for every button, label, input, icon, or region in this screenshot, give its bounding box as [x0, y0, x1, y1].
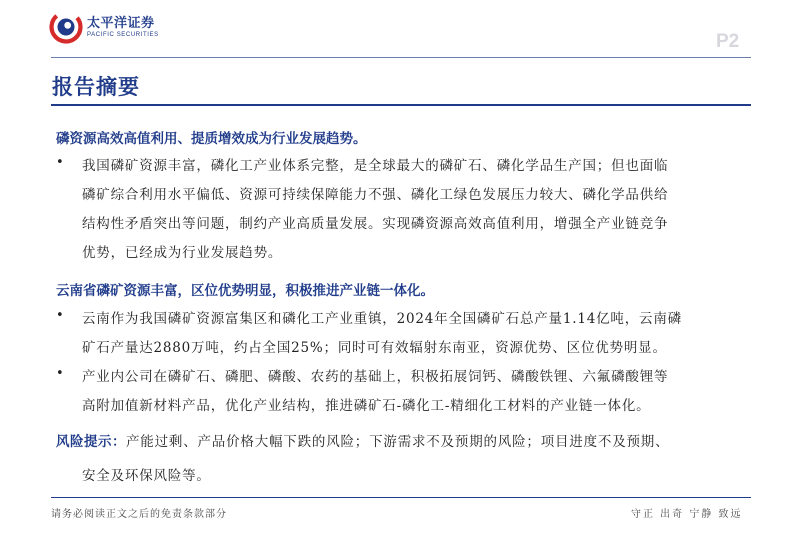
paragraph-line: 我国磷矿资源丰富，磷化工产业体系完整，是全球最大的磷矿石、磷化学品生产国；但也面临	[82, 158, 669, 174]
pacific-securities-logo-icon	[49, 10, 83, 44]
footer-motto: 守正 出奇 宁静 致远	[631, 509, 743, 520]
risk-text-continued: 安全及环保风险等。	[82, 468, 211, 484]
paragraph-line: 矿石产量达2880万吨，约占全国25%；同时可有效辐射东南亚，资源优势、区位优势明显。	[82, 340, 667, 356]
footer-disclaimer: 请务必阅读正文之后的免责条款部分	[51, 509, 227, 520]
paragraph-line: 云南作为我国磷矿资源富集区和磷化工产业重镇，2024年全国磷矿石总产量1.14亿吨，云南磷	[82, 311, 682, 327]
footer-divider	[51, 497, 751, 498]
bullet-marker: •	[56, 308, 64, 323]
company-logo	[49, 10, 159, 44]
bullet-marker: •	[56, 366, 64, 381]
paragraph-line: 产业内公司在磷矿石、磷肥、磷酸、农药的基础上，积极拓展饲钙、磷酸铁锂、六氟磷酸锂等	[82, 369, 669, 385]
bullet-marker: •	[56, 155, 64, 170]
section-heading: 云南省磷矿资源丰富，区位优势明显，积极推进产业链一体化。	[56, 283, 434, 299]
page-header	[0, 0, 800, 60]
paragraph-line: 优势，已经成为行业发展趋势。	[82, 245, 283, 261]
logo-chinese-name: 太平洋证券	[87, 15, 155, 31]
header-divider	[51, 57, 751, 58]
risk-label: 风险提示：	[56, 434, 126, 450]
logo-english-name: PACIFIC SECURITIES	[87, 31, 159, 38]
paragraph-line: 结构性矛盾突出等问题，制约产业高质量发展。实现磷资源高效高值利用，增强全产业链竞争	[82, 216, 669, 232]
risk-warning	[56, 430, 669, 450]
risk-text: 产能过剩、产品价格大幅下跌的风险；下游需求不及预期的风险；项目进度不及预期、	[126, 434, 670, 450]
section-heading: 磷资源高效高值利用、提质增效成为行业发展趋势。	[56, 131, 367, 147]
page-title: 报告摘要	[52, 75, 140, 99]
paragraph-line: 高附加值新材料产品，优化产业结构，推进磷矿石-磷化工-精细化工材料的产业链一体化。	[82, 398, 651, 414]
title-divider	[51, 104, 751, 106]
page-number: P2	[716, 31, 740, 52]
paragraph-line: 磷矿综合利用水平偏低、资源可持续保障能力不强、磷化工绿色发展压力较大、磷化学品供给	[82, 187, 669, 203]
